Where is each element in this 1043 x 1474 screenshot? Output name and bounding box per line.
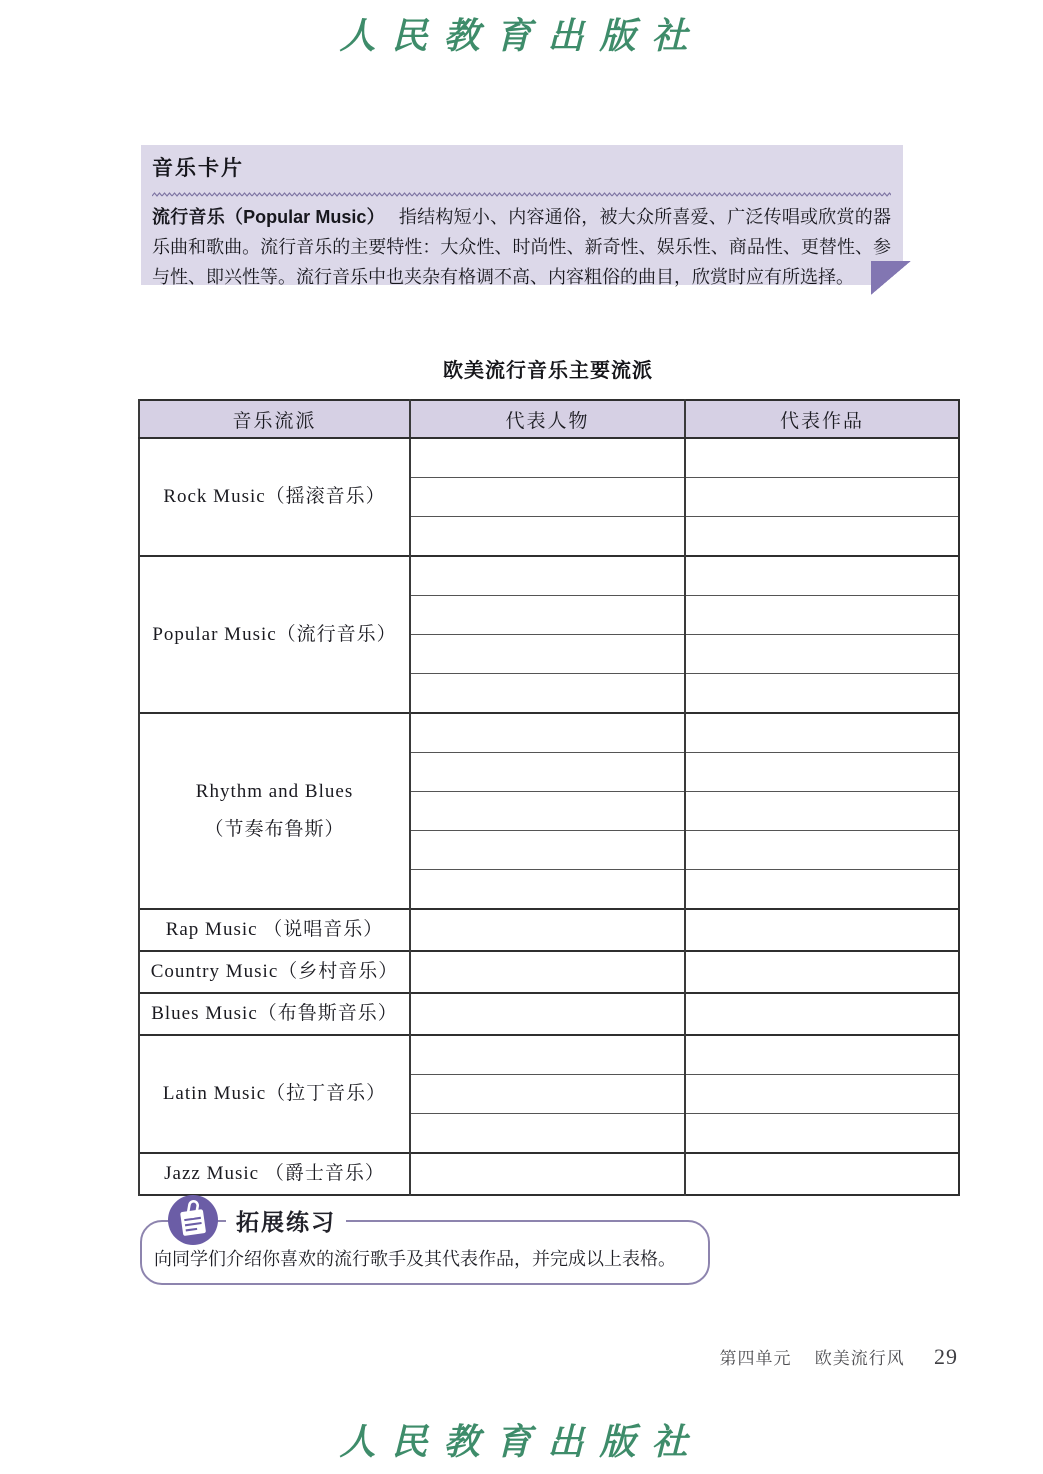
- work-cell: [685, 1114, 959, 1154]
- person-cell: [410, 596, 685, 635]
- table-row: [139, 713, 959, 753]
- header-genre: 音乐流派: [139, 400, 410, 438]
- genre-cell-rnb-line1: Rhythm and Blues: [195, 781, 354, 802]
- wavy-divider: [152, 191, 891, 198]
- work-cell: [685, 635, 959, 674]
- person-cell: [410, 478, 685, 517]
- work-cell: [685, 556, 959, 596]
- work-cell: [685, 1075, 959, 1114]
- person-cell: [410, 993, 685, 1035]
- work-cell: [685, 951, 959, 993]
- table-row: [139, 1153, 959, 1195]
- work-cell: [685, 831, 959, 870]
- genre-cell-popular: Popular Music（流行音乐）: [139, 556, 410, 713]
- work-cell: [685, 596, 959, 635]
- genre-cell-blues: Blues Music（布鲁斯音乐）: [139, 993, 410, 1035]
- work-cell: [685, 1035, 959, 1075]
- table-row: [139, 1035, 959, 1075]
- genre-cell-rock: Rock Music（摇滚音乐）: [139, 438, 410, 556]
- table-row: [139, 556, 959, 596]
- work-cell: [685, 792, 959, 831]
- work-cell: [685, 753, 959, 792]
- genre-cell-rnb-line2: （节奏布鲁斯）: [204, 819, 345, 840]
- person-cell: [410, 951, 685, 993]
- person-cell: [410, 438, 685, 478]
- work-cell: [685, 478, 959, 517]
- genre-table: [138, 399, 960, 1196]
- header-person: 代表人物: [410, 400, 685, 438]
- person-cell: [410, 870, 685, 910]
- genre-cell-jazz: Jazz Music （爵士音乐）: [139, 1153, 410, 1195]
- footer-unit: 第四单元: [719, 1349, 792, 1368]
- table-title: 欧美流行音乐主要流派: [443, 360, 653, 382]
- exercise-header: [168, 1195, 346, 1245]
- work-cell: [685, 674, 959, 714]
- table-row: [139, 438, 959, 478]
- person-cell: [410, 674, 685, 714]
- table-row: [139, 909, 959, 951]
- person-cell: [410, 1075, 685, 1114]
- notepad-icon: [168, 1195, 218, 1245]
- person-cell: [410, 753, 685, 792]
- footer-page-number: 29: [934, 1344, 958, 1369]
- work-cell: [685, 438, 959, 478]
- table-row: [139, 951, 959, 993]
- person-cell: [410, 517, 685, 557]
- person-cell: [410, 909, 685, 951]
- exercise-heading: 拓展练习: [226, 1204, 346, 1237]
- genre-cell-country: Country Music（乡村音乐）: [139, 951, 410, 993]
- music-card-term: 流行音乐（Popular Music）: [152, 207, 385, 227]
- genre-cell-rnb: [139, 713, 410, 909]
- work-cell: [685, 870, 959, 910]
- music-card: [141, 145, 903, 285]
- page-footer: [138, 1344, 958, 1370]
- folded-corner-icon: [871, 261, 911, 295]
- person-cell: [410, 831, 685, 870]
- person-cell: [410, 1114, 685, 1154]
- table-header-row: [139, 400, 959, 438]
- person-cell: [410, 792, 685, 831]
- footer-book-title: 欧美流行风: [814, 1349, 905, 1368]
- person-cell: [410, 1035, 685, 1075]
- person-cell: [410, 635, 685, 674]
- exercise-instruction: 向同学们介绍你喜欢的流行歌手及其代表作品，并完成以上表格。: [154, 1249, 676, 1269]
- work-cell: [685, 517, 959, 557]
- exercise-box: [140, 1208, 710, 1285]
- header-work: 代表作品: [685, 400, 959, 438]
- person-cell: [410, 556, 685, 596]
- music-card-definition: 指结构短小、内容通俗，被大众所喜爱、广泛传唱或欣赏的器乐曲和歌曲。流行音乐的主要特性：大众性、时尚性、新奇性、娱乐性、商品性、更替性、参与性、即兴性等。流行音乐中也夹杂有格调不高、内容粗俗的曲目，欣赏时应有所选择。: [152, 207, 891, 287]
- music-card-text: [152, 202, 891, 292]
- genre-cell-latin: Latin Music（拉丁音乐）: [139, 1035, 410, 1153]
- table-row: [139, 993, 959, 1035]
- work-cell: [685, 1153, 959, 1195]
- person-cell: [410, 1153, 685, 1195]
- work-cell: [685, 993, 959, 1035]
- publisher-logo-bottom: 人民教育出版社: [339, 1421, 704, 1463]
- publisher-logo-top: 人民教育出版社: [339, 15, 704, 57]
- work-cell: [685, 909, 959, 951]
- music-card-title: 音乐卡片: [152, 157, 244, 180]
- work-cell: [685, 713, 959, 753]
- person-cell: [410, 713, 685, 753]
- genre-cell-rap: Rap Music （说唱音乐）: [139, 909, 410, 951]
